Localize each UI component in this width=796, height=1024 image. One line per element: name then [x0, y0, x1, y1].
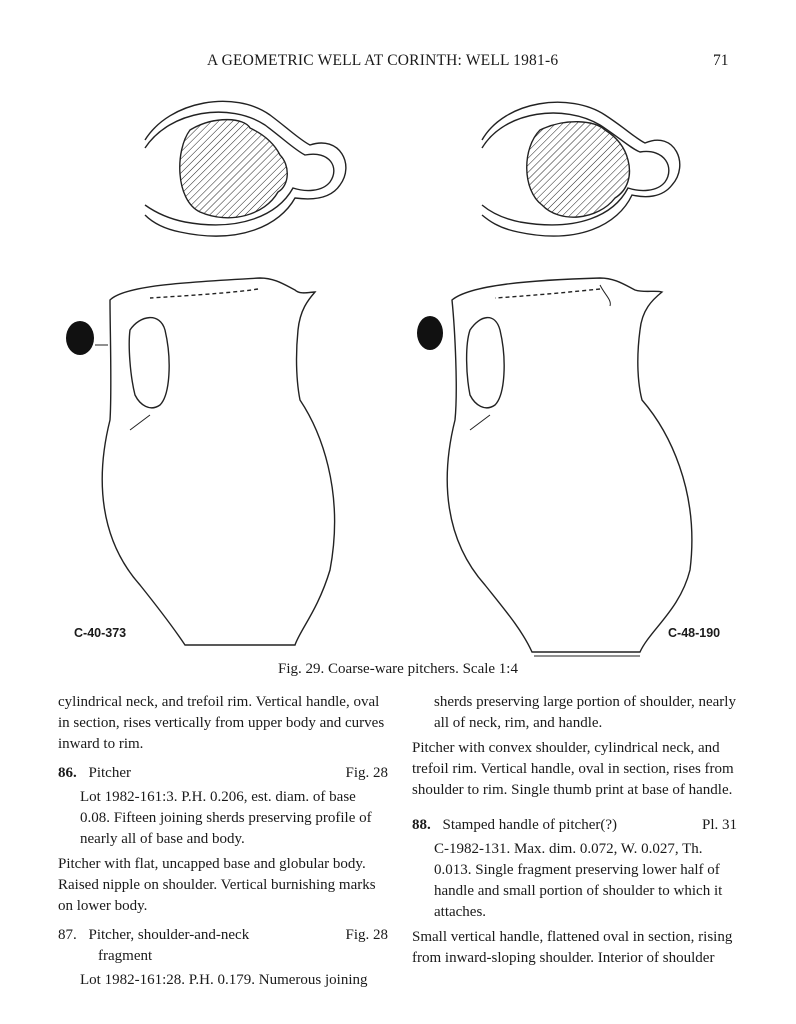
entry-figure-ref: Fig. 28 — [345, 927, 388, 943]
label-left-pitcher: C-40-373 — [74, 626, 127, 640]
catalog-entry-86 — [58, 763, 388, 784]
figure-29 — [0, 80, 796, 680]
entry-description: Small vertical handle, flattened oval in section, rising from inward-sloping shoulder. Interior of shoulder — [412, 929, 733, 966]
figure-caption: Fig. 29. Coarse-ware pitchers. Scale 1:4 — [278, 661, 518, 677]
entry-number: 86. — [58, 765, 77, 781]
entry-number: 88. — [412, 817, 431, 833]
right-handle-section — [417, 316, 443, 350]
entry-title: Pitcher — [88, 765, 131, 781]
pitcher-drawings — [0, 80, 796, 680]
entry-details: Lot 1982-161:28. P.H. 0.179. Numerous joining — [80, 972, 368, 988]
entry-title: Stamped handle of pitcher(?) — [442, 817, 618, 833]
entry-description: Pitcher with flat, uncapped base and globular body. Raised nipple on shoulder. Vertical burnishing marks on lower body. — [58, 856, 376, 914]
running-head — [0, 52, 796, 76]
entry-number: 87. — [58, 927, 77, 943]
pitcher-left-profile — [95, 278, 335, 645]
page-number: 71 — [713, 52, 729, 69]
running-title: A GEOMETRIC WELL AT CORINTH: WELL 1981-6 — [207, 52, 559, 69]
entry-description: Pitcher with convex shoulder, cylindrical neck, and trefoil rim. Vertical handle, oval in section, rises from shoulder to rim. Single thumb print at base of handle. — [412, 740, 734, 798]
continuation-paragraph: sherds preserving large portion of shoulder, nearly all of neck, rim, and handle. — [434, 694, 736, 731]
entry-plate-ref: Pl. 31 — [701, 817, 737, 833]
entry-title: Pitcher, shoulder-and-neck — [88, 927, 250, 943]
catalog-entry-87 — [58, 925, 388, 967]
pitcher-right-profile — [447, 278, 692, 656]
intro-paragraph: cylindrical neck, and trefoil rim. Vertical handle, oval in section, rises vertically from upper body and curves inward to rim. — [58, 694, 385, 752]
entry-details: C-1982-131. Max. dim. 0.072, W. 0.027, Th. 0.013. Single fragment preserving lower half of handle and small portion of shoulder to which it attaches. — [434, 841, 723, 920]
left-handle-section — [66, 321, 94, 355]
right-column — [412, 692, 737, 973]
left-column — [58, 692, 388, 995]
label-right-pitcher: C-48-190 — [668, 626, 721, 640]
catalog-entry-88 — [412, 815, 737, 836]
pitcher-right-top-view — [482, 102, 680, 236]
entry-title-continued: fragment — [98, 948, 153, 964]
entry-figure-ref: Fig. 28 — [345, 765, 388, 781]
entry-details: Lot 1982-161:3. P.H. 0.206, est. diam. of base 0.08. Fifteen joining sherds preserving profile of nearly all of base and body. — [80, 789, 372, 847]
pitcher-left-top-view — [145, 101, 346, 236]
